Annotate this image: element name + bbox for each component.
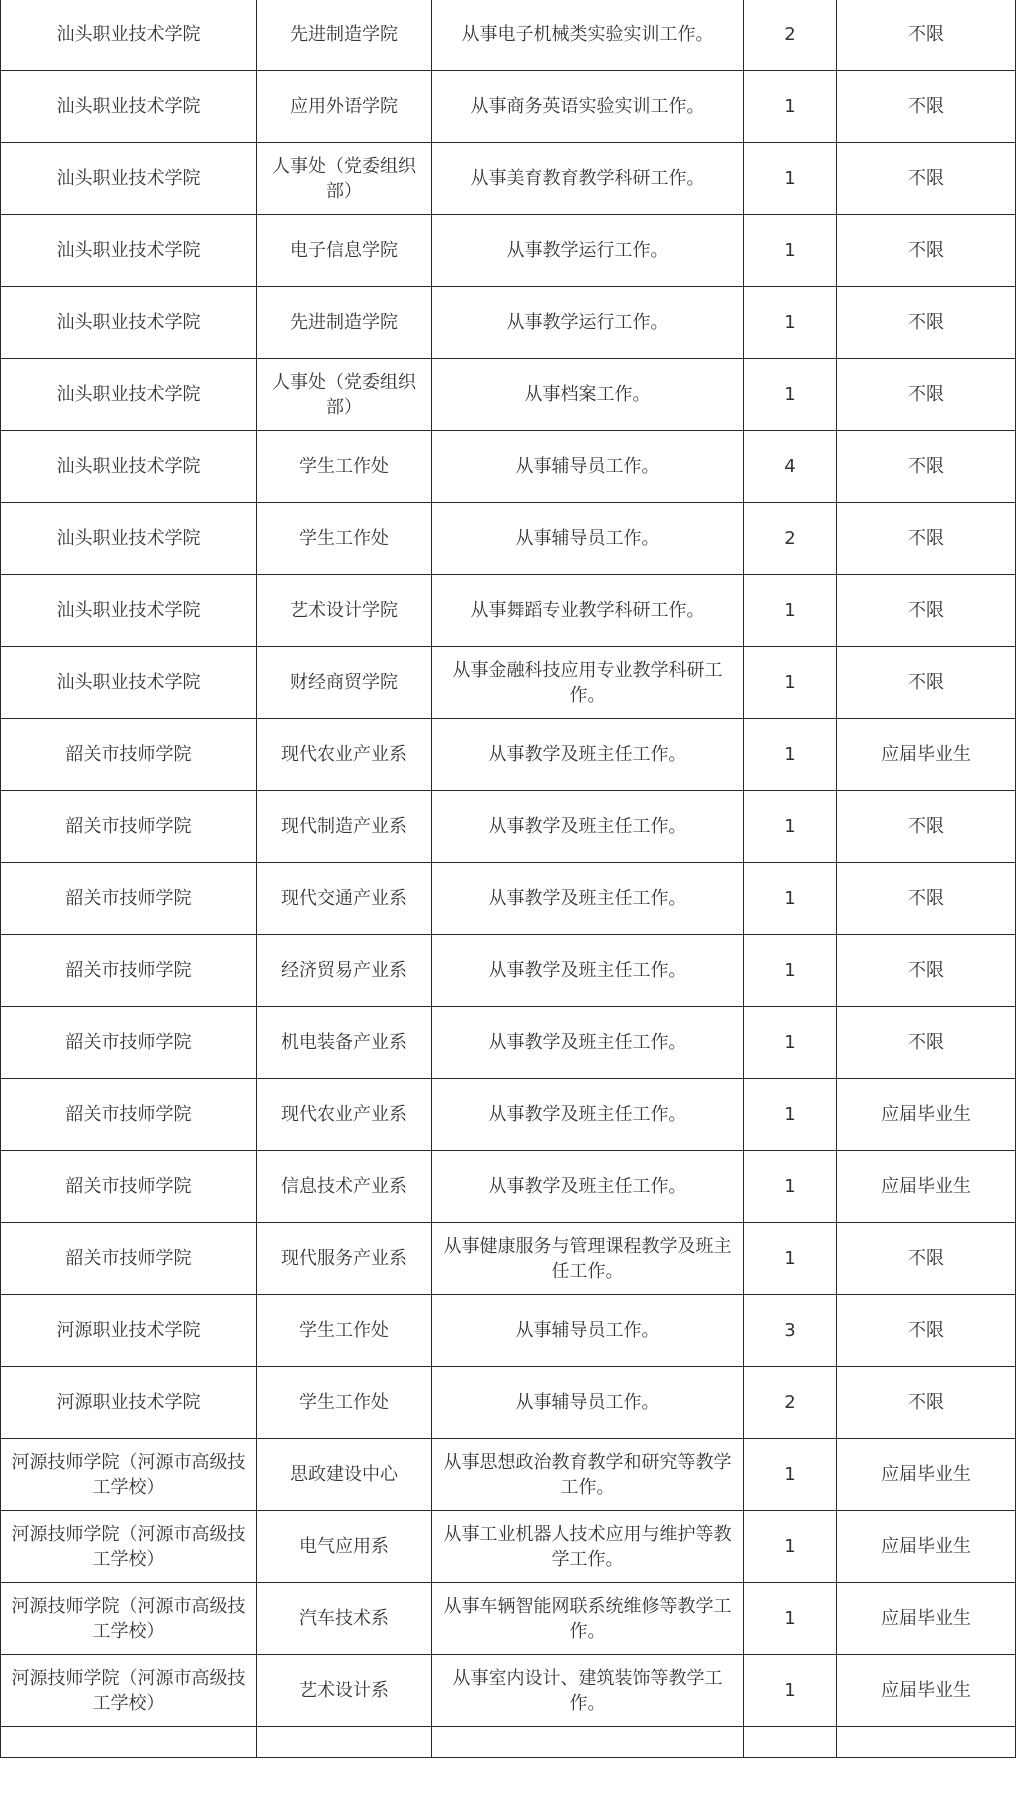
employer-cell: 汕头职业技术学院 <box>1 575 257 647</box>
requirement-cell: 不限 <box>837 791 1016 863</box>
job-duty-cell: 从事车辆智能网联系统维修等教学工作。 <box>432 1583 744 1655</box>
employer-cell: 汕头职业技术学院 <box>1 647 257 719</box>
requirement-cell: 不限 <box>837 143 1016 215</box>
headcount-cell: 1 <box>744 1439 837 1511</box>
employer-cell: 河源技师学院（河源市高级技工学校） <box>1 1655 257 1727</box>
job-duty-cell: 从事舞蹈专业教学科研工作。 <box>432 575 744 647</box>
job-duty-cell: 从事辅导员工作。 <box>432 1295 744 1367</box>
requirement-cell: 不限 <box>837 935 1016 1007</box>
employer-cell: 汕头职业技术学院 <box>1 503 257 575</box>
job-duty-cell: 从事档案工作。 <box>432 359 744 431</box>
table-row <box>1 1295 1016 1367</box>
empty-cell <box>1 1727 257 1758</box>
employer-cell: 韶关市技师学院 <box>1 1079 257 1151</box>
requirement-cell: 不限 <box>837 647 1016 719</box>
employer-cell: 韶关市技师学院 <box>1 1223 257 1295</box>
job-duty-cell: 从事教学运行工作。 <box>432 287 744 359</box>
job-duty-cell: 从事教学及班主任工作。 <box>432 935 744 1007</box>
employer-cell: 河源技师学院（河源市高级技工学校） <box>1 1583 257 1655</box>
requirement-cell: 应届毕业生 <box>837 1151 1016 1223</box>
table-row <box>1 359 1016 431</box>
job-duty-cell: 从事教学及班主任工作。 <box>432 1151 744 1223</box>
requirement-cell: 应届毕业生 <box>837 1655 1016 1727</box>
requirement-cell: 不限 <box>837 215 1016 287</box>
headcount-cell: 1 <box>744 143 837 215</box>
department-cell: 应用外语学院 <box>257 71 432 143</box>
table-row <box>1 1079 1016 1151</box>
headcount-cell: 1 <box>744 791 837 863</box>
headcount-cell: 1 <box>744 647 837 719</box>
employer-cell: 韶关市技师学院 <box>1 1007 257 1079</box>
requirement-cell: 应届毕业生 <box>837 1511 1016 1583</box>
table-row <box>1 431 1016 503</box>
job-duty-cell: 从事思想政治教育教学和研究等教学工作。 <box>432 1439 744 1511</box>
department-cell: 艺术设计学院 <box>257 575 432 647</box>
requirement-cell: 不限 <box>837 575 1016 647</box>
requirement-cell: 不限 <box>837 1223 1016 1295</box>
requirement-cell: 不限 <box>837 0 1016 71</box>
employer-cell: 汕头职业技术学院 <box>1 215 257 287</box>
headcount-cell: 1 <box>744 215 837 287</box>
employer-cell: 汕头职业技术学院 <box>1 143 257 215</box>
department-cell: 现代农业产业系 <box>257 1079 432 1151</box>
employer-cell: 韶关市技师学院 <box>1 719 257 791</box>
requirement-cell: 不限 <box>837 359 1016 431</box>
employer-cell: 汕头职业技术学院 <box>1 0 257 71</box>
department-cell: 机电装备产业系 <box>257 1007 432 1079</box>
job-duty-cell: 从事教学及班主任工作。 <box>432 1007 744 1079</box>
table-row <box>1 1367 1016 1439</box>
job-duty-cell: 从事美育教育教学科研工作。 <box>432 143 744 215</box>
department-cell: 先进制造学院 <box>257 287 432 359</box>
employer-cell: 汕头职业技术学院 <box>1 359 257 431</box>
job-duty-cell: 从事辅导员工作。 <box>432 1367 744 1439</box>
employer-cell: 韶关市技师学院 <box>1 1151 257 1223</box>
job-duty-cell: 从事电子机械类实验实训工作。 <box>432 0 744 71</box>
table-row <box>1 1151 1016 1223</box>
table-row <box>1 71 1016 143</box>
empty-cell <box>432 1727 744 1758</box>
department-cell: 学生工作处 <box>257 431 432 503</box>
table-row <box>1 0 1016 71</box>
requirement-cell: 应届毕业生 <box>837 1439 1016 1511</box>
department-cell: 艺术设计系 <box>257 1655 432 1727</box>
table-row <box>1 215 1016 287</box>
headcount-cell: 1 <box>744 719 837 791</box>
headcount-cell: 1 <box>744 1151 837 1223</box>
headcount-cell: 1 <box>744 1007 837 1079</box>
employer-cell: 河源技师学院（河源市高级技工学校） <box>1 1439 257 1511</box>
department-cell: 现代交通产业系 <box>257 863 432 935</box>
employer-cell: 汕头职业技术学院 <box>1 431 257 503</box>
headcount-cell: 2 <box>744 503 837 575</box>
table-row <box>1 647 1016 719</box>
department-cell: 财经商贸学院 <box>257 647 432 719</box>
empty-cell <box>257 1727 432 1758</box>
table-row <box>1 1583 1016 1655</box>
department-cell: 信息技术产业系 <box>257 1151 432 1223</box>
headcount-cell: 1 <box>744 1511 837 1583</box>
headcount-cell: 1 <box>744 287 837 359</box>
headcount-cell: 1 <box>744 1583 837 1655</box>
requirement-cell: 应届毕业生 <box>837 1079 1016 1151</box>
table-row <box>1 1007 1016 1079</box>
job-duty-cell: 从事金融科技应用专业教学科研工作。 <box>432 647 744 719</box>
job-duty-cell: 从事教学及班主任工作。 <box>432 791 744 863</box>
headcount-cell: 1 <box>744 1655 837 1727</box>
department-cell: 汽车技术系 <box>257 1583 432 1655</box>
department-cell: 现代农业产业系 <box>257 719 432 791</box>
table-row <box>1 719 1016 791</box>
table-row <box>1 1223 1016 1295</box>
empty-cell <box>837 1727 1016 1758</box>
requirement-cell: 不限 <box>837 431 1016 503</box>
headcount-cell: 2 <box>744 0 837 71</box>
headcount-cell: 1 <box>744 1079 837 1151</box>
department-cell: 电子信息学院 <box>257 215 432 287</box>
recruitment-table-body <box>1 0 1016 1758</box>
department-cell: 电气应用系 <box>257 1511 432 1583</box>
employer-cell: 汕头职业技术学院 <box>1 71 257 143</box>
requirement-cell: 不限 <box>837 503 1016 575</box>
department-cell: 经济贸易产业系 <box>257 935 432 1007</box>
table-row <box>1 935 1016 1007</box>
table-row <box>1 1655 1016 1727</box>
table-row <box>1 791 1016 863</box>
job-duty-cell: 从事教学及班主任工作。 <box>432 719 744 791</box>
employer-cell: 韶关市技师学院 <box>1 935 257 1007</box>
headcount-cell: 1 <box>744 935 837 1007</box>
employer-cell: 韶关市技师学院 <box>1 863 257 935</box>
job-duty-cell: 从事室内设计、建筑装饰等教学工作。 <box>432 1655 744 1727</box>
department-cell: 学生工作处 <box>257 503 432 575</box>
department-cell: 学生工作处 <box>257 1367 432 1439</box>
requirement-cell: 不限 <box>837 1367 1016 1439</box>
headcount-cell: 1 <box>744 1223 837 1295</box>
employer-cell: 韶关市技师学院 <box>1 791 257 863</box>
job-duty-cell: 从事商务英语实验实训工作。 <box>432 71 744 143</box>
table-row <box>1 503 1016 575</box>
employer-cell: 河源技师学院（河源市高级技工学校） <box>1 1511 257 1583</box>
department-cell: 先进制造学院 <box>257 0 432 71</box>
headcount-cell: 1 <box>744 575 837 647</box>
employer-cell: 汕头职业技术学院 <box>1 287 257 359</box>
job-duty-cell: 从事工业机器人技术应用与维护等教学工作。 <box>432 1511 744 1583</box>
headcount-cell: 1 <box>744 863 837 935</box>
job-duty-cell: 从事教学及班主任工作。 <box>432 863 744 935</box>
requirement-cell: 不限 <box>837 71 1016 143</box>
requirement-cell: 应届毕业生 <box>837 1583 1016 1655</box>
headcount-cell: 4 <box>744 431 837 503</box>
requirement-cell: 不限 <box>837 863 1016 935</box>
requirement-cell: 不限 <box>837 287 1016 359</box>
requirement-cell: 不限 <box>837 1007 1016 1079</box>
job-duty-cell: 从事辅导员工作。 <box>432 503 744 575</box>
job-duty-cell: 从事教学及班主任工作。 <box>432 1079 744 1151</box>
department-cell: 人事处（党委组织部） <box>257 359 432 431</box>
job-duty-cell: 从事健康服务与管理课程教学及班主任工作。 <box>432 1223 744 1295</box>
headcount-cell: 3 <box>744 1295 837 1367</box>
employer-cell: 河源职业技术学院 <box>1 1295 257 1367</box>
table-row <box>1 1511 1016 1583</box>
requirement-cell: 应届毕业生 <box>837 719 1016 791</box>
table-row <box>1 143 1016 215</box>
requirement-cell: 不限 <box>837 1295 1016 1367</box>
headcount-cell: 1 <box>744 359 837 431</box>
table-row <box>1 1439 1016 1511</box>
headcount-cell: 1 <box>744 71 837 143</box>
department-cell: 现代服务产业系 <box>257 1223 432 1295</box>
employer-cell: 河源职业技术学院 <box>1 1367 257 1439</box>
table-row <box>1 575 1016 647</box>
table-row-partial <box>1 1727 1016 1758</box>
department-cell: 现代制造产业系 <box>257 791 432 863</box>
department-cell: 人事处（党委组织部） <box>257 143 432 215</box>
job-duty-cell: 从事教学运行工作。 <box>432 215 744 287</box>
empty-cell <box>744 1727 837 1758</box>
job-duty-cell: 从事辅导员工作。 <box>432 431 744 503</box>
department-cell: 思政建设中心 <box>257 1439 432 1511</box>
table-row <box>1 287 1016 359</box>
department-cell: 学生工作处 <box>257 1295 432 1367</box>
headcount-cell: 2 <box>744 1367 837 1439</box>
table-row <box>1 863 1016 935</box>
